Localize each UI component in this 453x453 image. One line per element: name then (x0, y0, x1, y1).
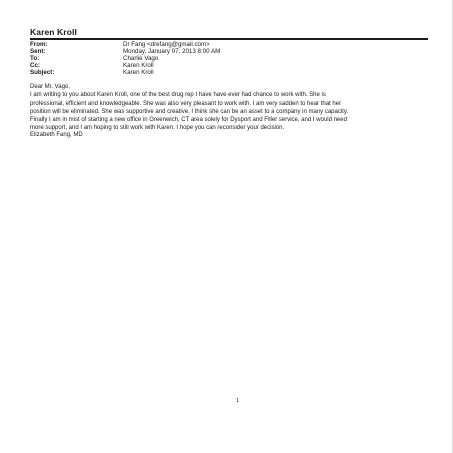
body-line: position will be eliminated. She was supportive and creative, I think she can be an asset to a company in many capacity. (30, 108, 349, 115)
subject-value: Karen Kroll (123, 69, 154, 76)
header-row-subject (30, 69, 428, 76)
from-label: From: (30, 41, 48, 48)
salutation: Dear Mr. Vago, (30, 84, 70, 90)
cc-label: Cc: (30, 62, 40, 69)
email-body (30, 83, 430, 133)
body-line: more support, and I am hoping to still work with Karen. I hope you can reconsider your decision. (30, 125, 285, 132)
cc-value: Karen Kroll (123, 62, 154, 69)
body-line: Finally I am in mist of starting a new office in Greenwich, CT area solely for Dysport and Filler service, and I would need (30, 117, 347, 124)
signature: Elizabeth Fang, MD (30, 132, 83, 138)
header-row-sent (30, 48, 428, 55)
from-value: Dr Fang <drefang@gmail.com> (123, 41, 210, 48)
sent-value: Monday, January 07, 2013 8:00 AM (123, 48, 221, 55)
to-label: To: (30, 55, 40, 62)
body-line: I am writing to you about Karen Kroll, one of the best drug rep I have have ever had chance to work with. She is (30, 92, 326, 99)
sender-name: Karen Kroll (30, 27, 77, 37)
header-row-to (30, 55, 428, 62)
header-row-cc (30, 62, 428, 69)
header-row-from (30, 41, 428, 48)
email-headers (30, 41, 428, 76)
to-value: Charlie Vago (123, 55, 159, 62)
page-number: 1 (236, 398, 240, 404)
body-line: professional, efficient and knowledgeable. She was also very pleasant to work with. I am very sadden to hear that her (30, 100, 342, 107)
sent-label: Sent: (30, 48, 46, 55)
subject-label: Subject: (30, 69, 55, 76)
header-divider (30, 38, 428, 40)
